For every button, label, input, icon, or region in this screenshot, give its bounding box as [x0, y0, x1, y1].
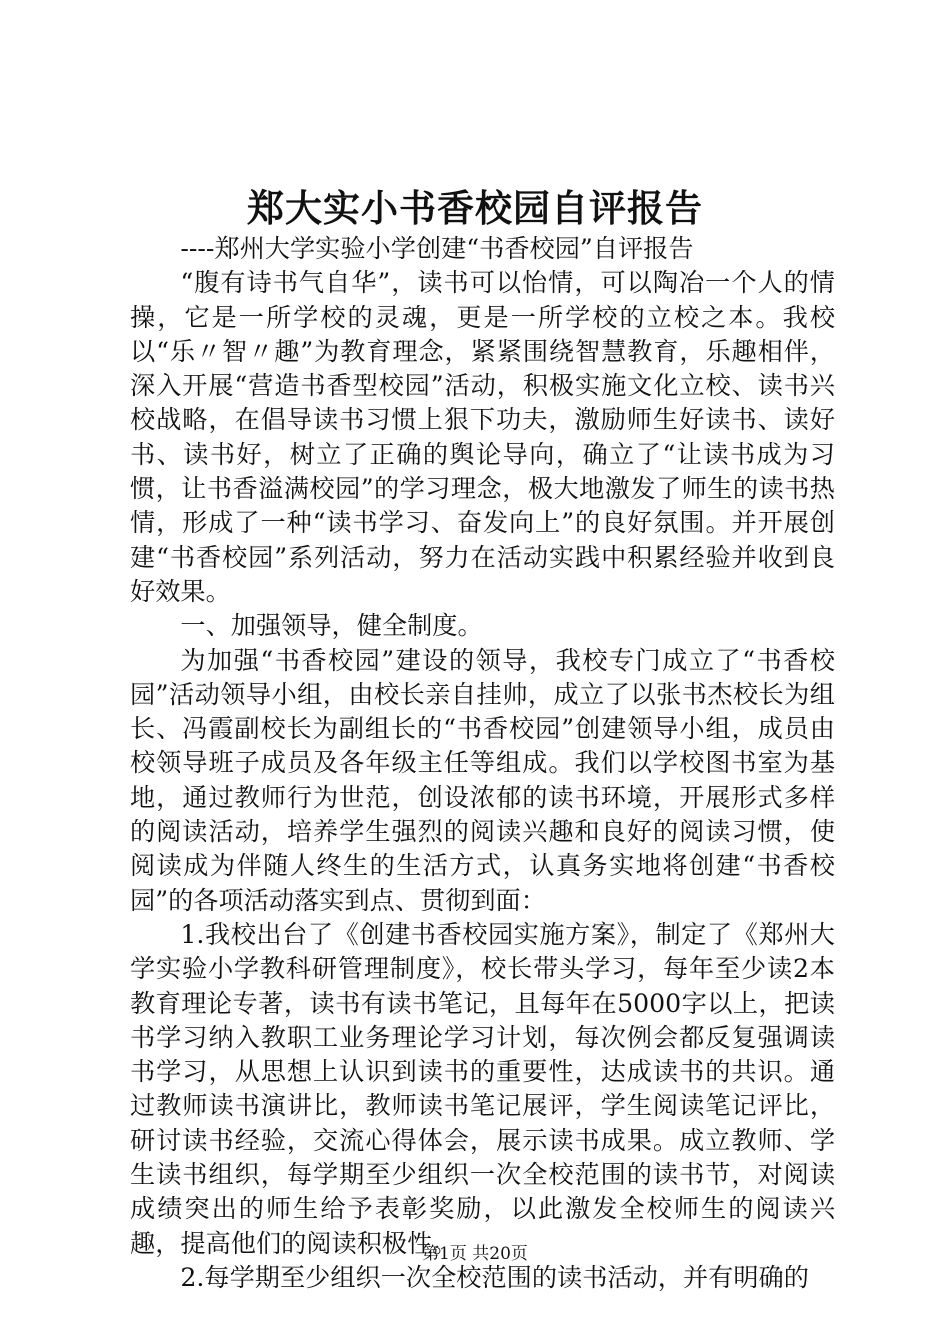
item-1-paragraph: 1.我校出台了《创建书香校园实施方案》，制定了《郑州大学实验小学教科研管理制度》，校长带头学习，每年至少读2本教育理论专著，读书有读书笔记，且每年在5000字以上，把读书学习纳入教职工业务理论学习计划，每次例会都反复强调读书学习，从思想上认识到读书的重要性，达成读书的共识。通过教师读书演讲比，教师读书笔记展评，学生阅读笔记评比，研讨读书经验，交流心得体会，展示读书成果。成立教师、学生读书组织，每学期至少组织一次全校范围的读书节，对阅读成绩突出的师生给予表彰奖励，以此激发全校师生的阅读兴趣，提高他们的阅读积极性。 [130, 919, 835, 1258]
item-2-paragraph: 2.每学期至少组织一次全校范围的读书活动，并有明确的 [180, 1262, 809, 1292]
intro-paragraph: “腹有诗书气自华”，读书可以怡情，可以陶冶一个人的情操，它是一所学校的灵魂，更是一所学校的立校之本。我校以“乐〃智〃趣”为教育理念，紧紧围绕智慧教育，乐趣相伴，深入开展“营造书香型校园”活动，积极实施文化立校、读书兴校战略，在倡导读书习惯上狠下功夫，激励师生好读书、读好书、读书好，树立了正确的舆论导向，确立了“让读书成为习惯，让书香溢满校园”的学习理念，极大地激发了师生的读书热情，形成了一种“读书学习、奋发向上”的良好氛围。并开展创建“书香校园”系列活动，努力在活动实践中积累经验并收到良好效果。 [130, 268, 835, 606]
document-body [130, 232, 835, 1295]
document-title: 郑大实小书香校园自评报告 [247, 186, 703, 230]
leadership-paragraph: 为加强“书香校园”建设的领导，我校专门成立了“书香校园”活动领导小组，由校长亲自挂帅，成立了以张书杰校长为组长、冯霞副校长为副组长的“书香校园”创建领导小组，成员由校领导班子成员及各年级主任等组成。我们以学校图书室为基地，通过教师行为世范，创设浓郁的读书环境，开展形式多样的阅读活动，培养学生强烈的阅读兴趣和良好的阅读习惯，使阅读成为伴随人终生的生活方式，认真务实地将创建“书香校园”的各项活动落实到点、贯彻到面： [130, 645, 835, 915]
section-heading: 一、加强领导，健全制度。 [180, 611, 483, 641]
subtitle-paragraph: ----郑州大学实验小学创建“书香校园”自评报告 [180, 234, 694, 263]
page-number-footer: 第1页 共20页 [422, 1244, 528, 1264]
